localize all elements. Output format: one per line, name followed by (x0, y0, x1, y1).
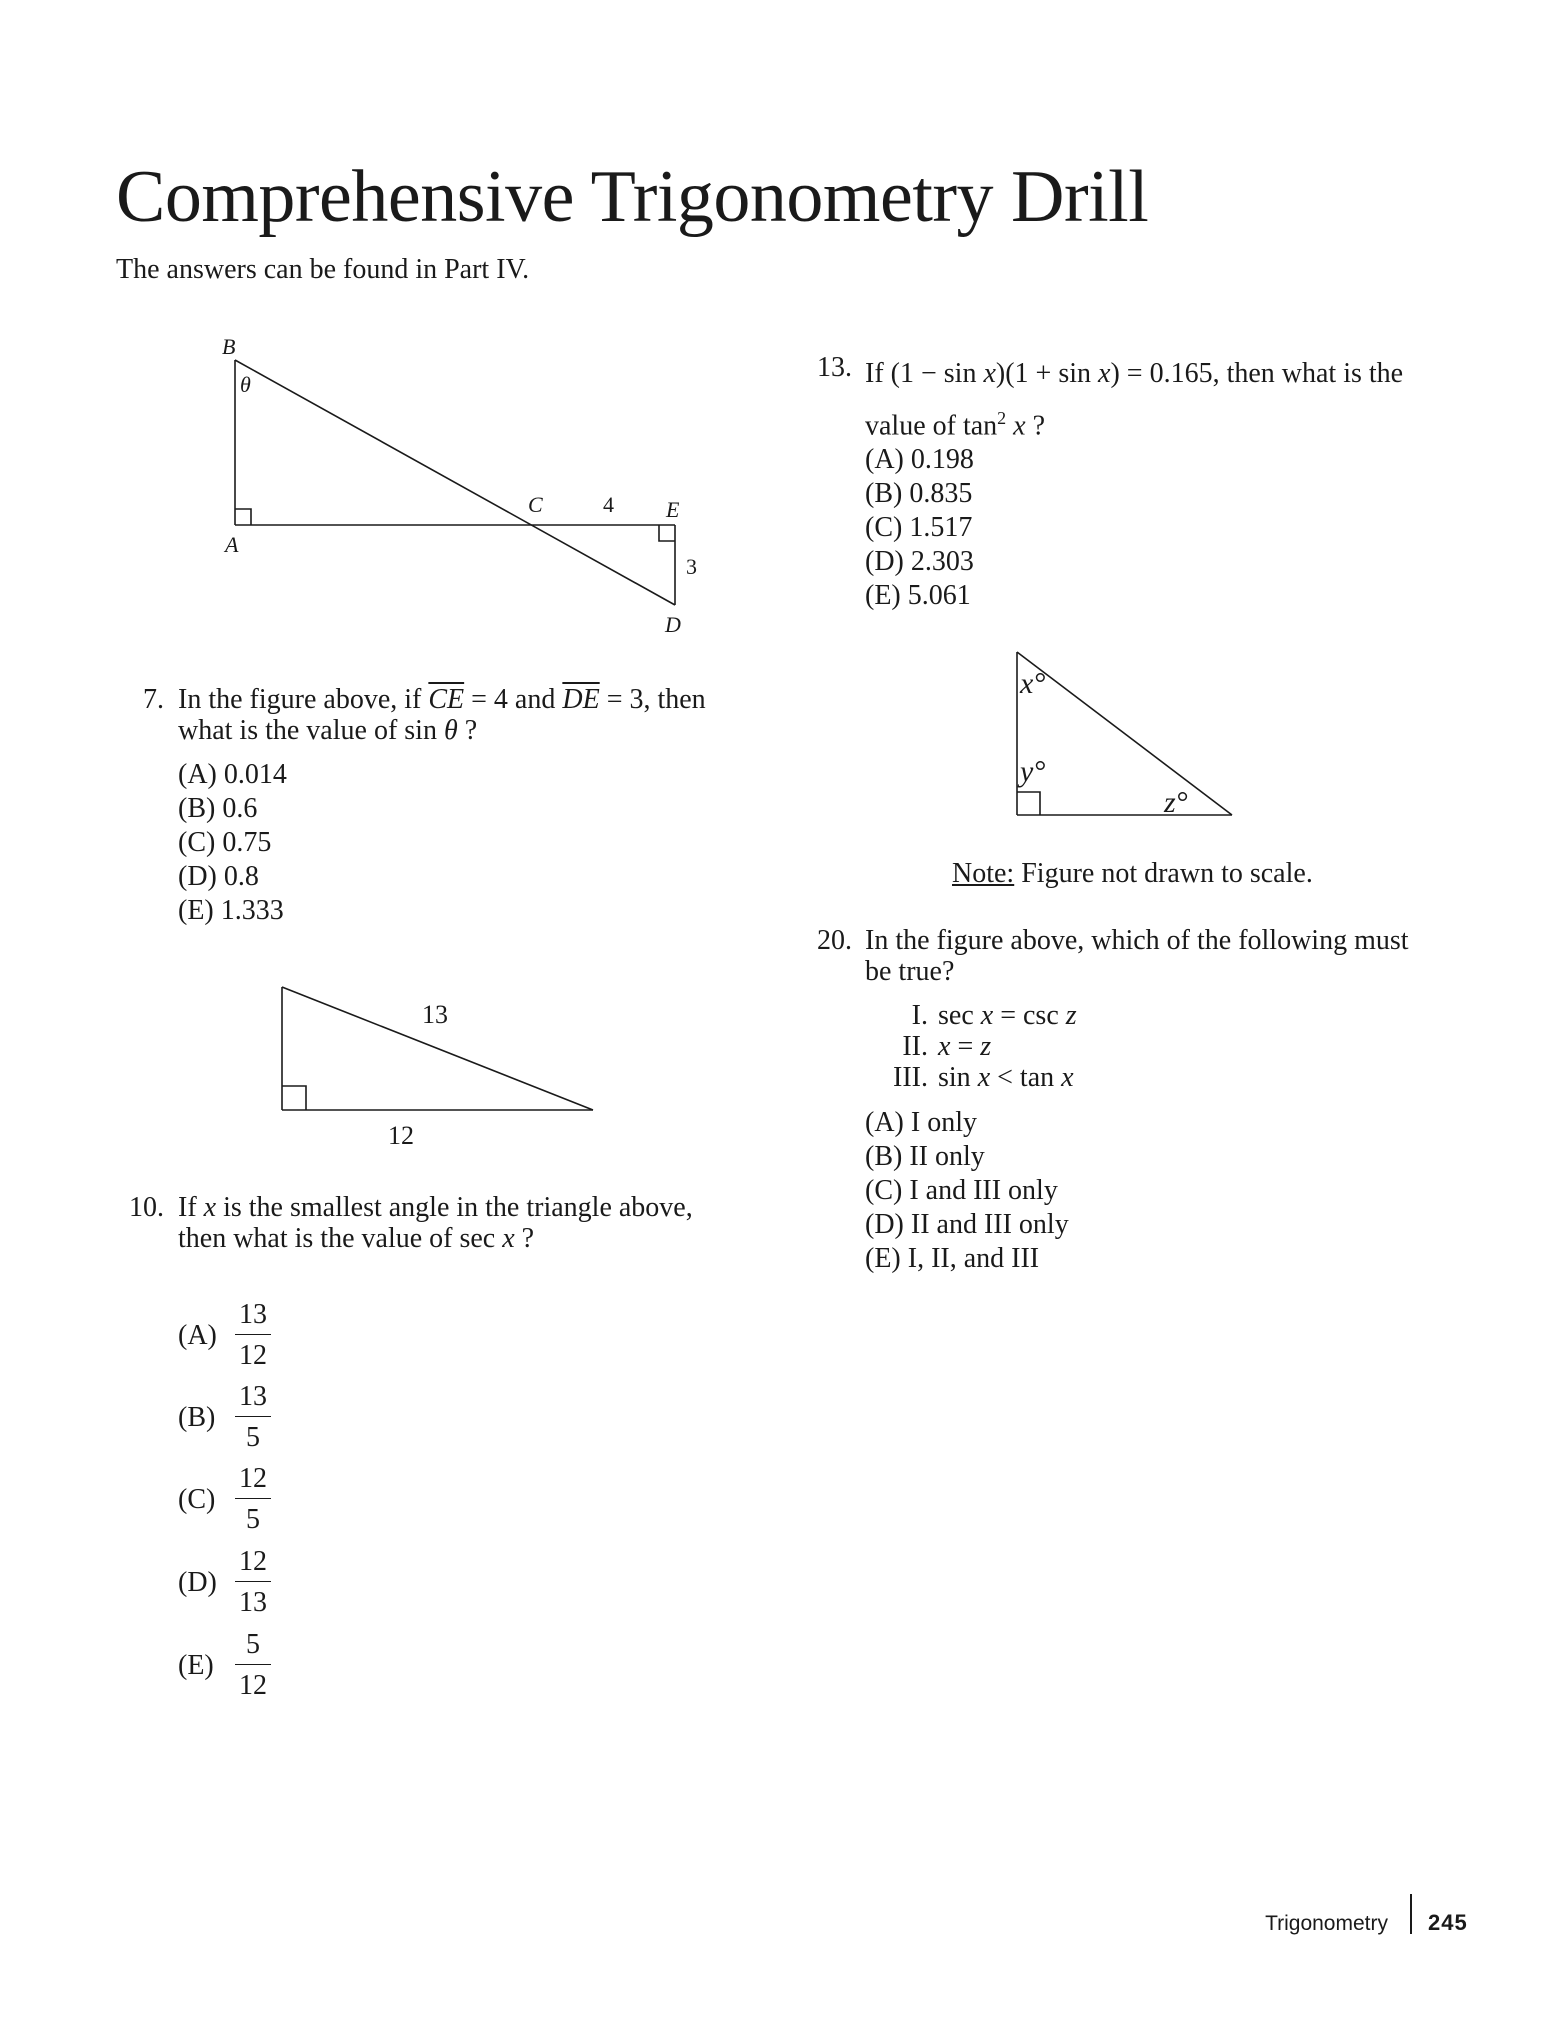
answer-choice[interactable]: (A) 0.014 (178, 759, 287, 790)
label-ce-length: 4 (603, 492, 614, 517)
label-z-angle: z° (1164, 786, 1188, 819)
answer-choice[interactable]: (C) 12 5 (178, 1462, 318, 1538)
figure-triangle-xyz (1000, 640, 1260, 820)
fraction: 13 5 (235, 1380, 271, 1455)
question-number: 20. (817, 925, 852, 956)
label-base: 12 (388, 1121, 414, 1145)
statement-iii: III. sin x < tan x (893, 1062, 1074, 1093)
label-d: D (665, 612, 681, 637)
label-hypotenuse: 13 (422, 1000, 448, 1029)
segment-ce: $\overline{CE}$ (428, 684, 465, 715)
question-10-text: If x is the smallest angle in the triangle above, then what is the value of sec x ? (178, 1192, 693, 1254)
answer-choice[interactable]: (D) II and III only (865, 1209, 1069, 1240)
label-b: B (222, 334, 236, 359)
page-title: Comprehensive Trigonometry Drill (116, 156, 1149, 238)
right-angle-e (659, 525, 675, 541)
label-ed-length: 3 (686, 554, 697, 579)
answer-choice[interactable]: (E) I, II, and III (865, 1243, 1040, 1274)
question-20-choices (865, 1106, 1069, 1276)
label-x-angle: x° (1020, 667, 1046, 700)
right-angle-marker (282, 1086, 306, 1110)
label-y-angle: y° (1020, 755, 1046, 788)
footer-section-name: Trigonometry (1265, 1912, 1388, 1935)
label-c: C (528, 492, 543, 517)
answer-choice[interactable]: (B) 0.6 (178, 793, 258, 824)
page-number: 245 (1428, 1910, 1468, 1935)
answer-choice[interactable]: (D) 12 13 (178, 1545, 318, 1621)
page-subtitle: The answers can be found in Part IV. (116, 254, 530, 285)
figure-triangles-abc-ced (200, 330, 720, 650)
right-angle-a (235, 509, 251, 525)
segment-bd (235, 360, 675, 605)
fraction: 13 12 (235, 1298, 271, 1373)
answer-choice[interactable]: (C) 1.517 (865, 512, 973, 543)
answer-choice[interactable]: (E) 5 12 (178, 1628, 318, 1704)
question-number: 7. (143, 684, 164, 715)
statement-ii: II. x = z (902, 1031, 992, 1062)
label-e: E (666, 497, 680, 522)
fraction: 12 13 (235, 1545, 271, 1620)
fraction: 5 12 (235, 1628, 271, 1703)
answer-choice[interactable]: (E) 5.061 (865, 580, 971, 611)
question-number: 13. (817, 352, 852, 383)
figure-right-triangle-13-12 (270, 975, 610, 1145)
answer-choice[interactable]: (B) 13 5 (178, 1380, 318, 1456)
label-a: A (225, 532, 239, 557)
answer-choice[interactable]: (C) 0.75 (178, 827, 272, 858)
answer-choice[interactable]: (A) 13 12 (178, 1298, 318, 1374)
answer-choice[interactable]: (D) 2.303 (865, 546, 974, 577)
fraction: 12 5 (235, 1462, 271, 1537)
answer-choice[interactable]: (E) 1.333 (178, 895, 284, 926)
question-number: 10. (129, 1192, 164, 1223)
question-13-choices (865, 443, 974, 613)
triangle-hypotenuse (1017, 652, 1232, 815)
statement-i: I. sec x = csc z (911, 1000, 1077, 1031)
question-20-text: In the figure above, which of the following must be true? (865, 925, 1409, 987)
question-7-text: In the figure above, if $\overline{CE} = 4$ and $\overline{DE} = 3$, then what is the value of sin θ ? (178, 684, 706, 746)
label-theta: θ (240, 372, 251, 397)
question-13-text: If (1 − sin x)(1 + sin x) = 0.165, then what is the value of $\tan^2 x$ ? (865, 358, 1404, 442)
answer-choice[interactable]: (D) 0.8 (178, 861, 259, 892)
answer-choice[interactable]: (B) 0.835 (865, 478, 973, 509)
answer-choice[interactable]: (A) 0.198 (865, 444, 974, 475)
footer-divider (1410, 1894, 1412, 1934)
question-7-choices (178, 758, 287, 928)
question-20-statements (878, 1000, 1077, 1093)
segment-de: $\overline{DE}$ (562, 684, 600, 715)
right-angle-marker (1017, 792, 1040, 815)
answer-choice[interactable]: (B) II only (865, 1141, 985, 1172)
answer-choice[interactable]: (C) I and III only (865, 1175, 1058, 1206)
answer-choice[interactable]: (A) I only (865, 1107, 977, 1138)
figure-note: Note: Figure not drawn to scale. (952, 858, 1313, 889)
